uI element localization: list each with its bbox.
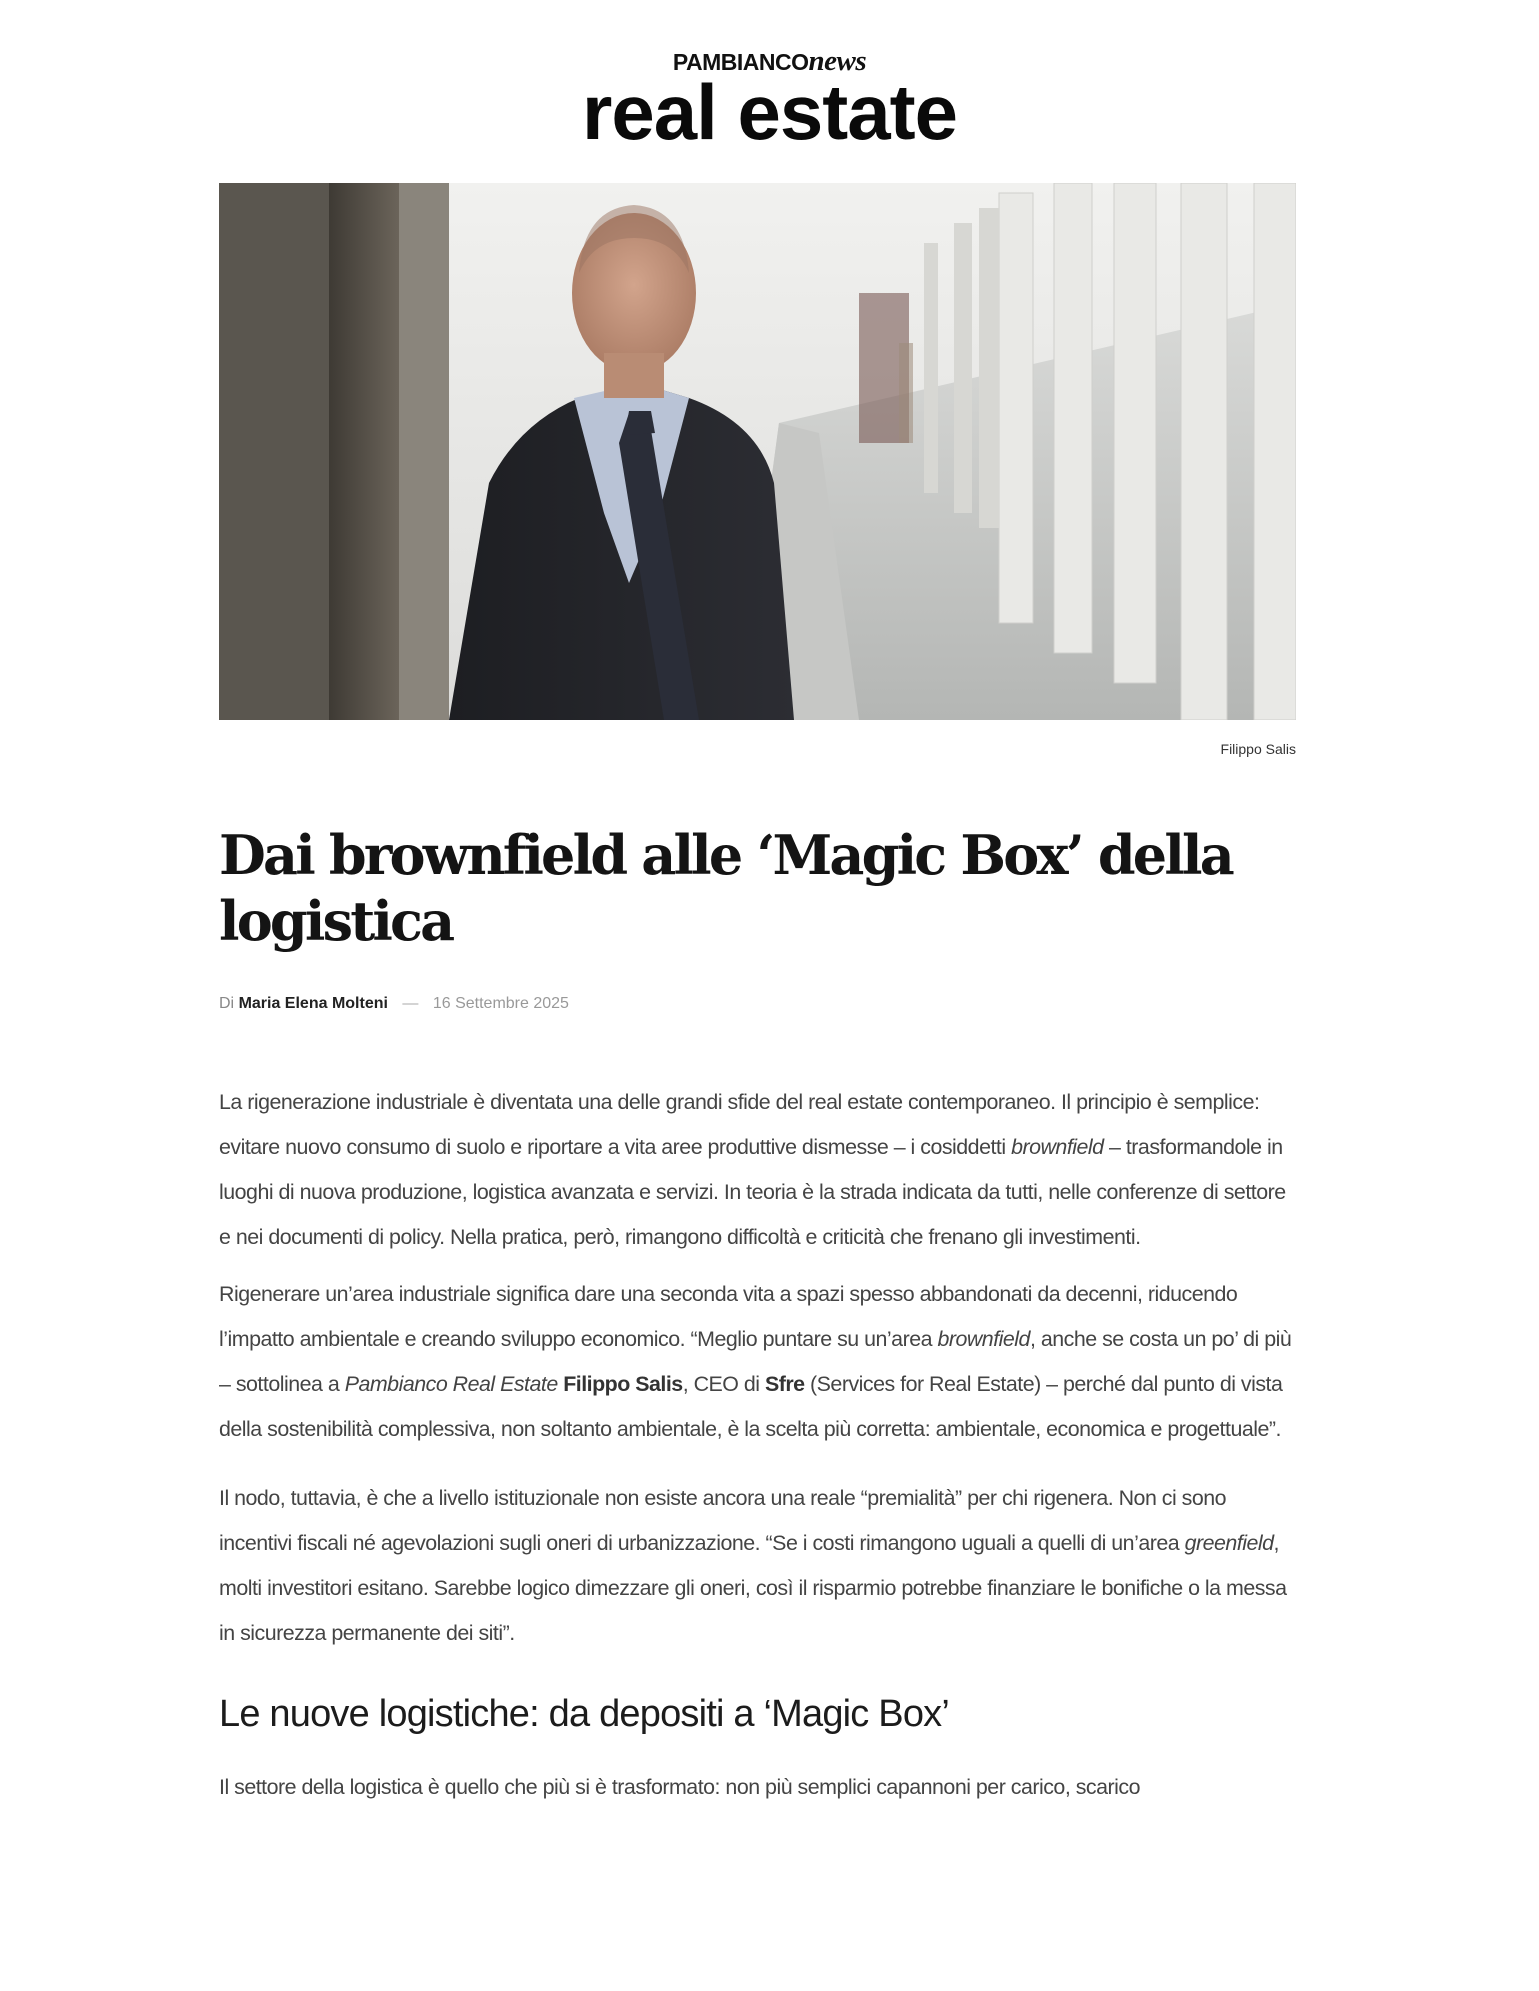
- author-link[interactable]: Maria Elena Molteni: [238, 995, 388, 1012]
- byline-separator: —: [402, 995, 419, 1012]
- paragraph-2: Rigenerare un’area industriale significa dare una seconda vita a spazi spesso abbandonati da decenni, riducendo l’impatto ambientale e creando sviluppo economico. “Meglio puntare su un’area brownfield, anche se costa un po’ di più – sottolinea a Pambianco Real Estate Filippo Salis, CEO di Sfre (Services for Real Estate) – perché dal punto di vista della sostenibilità complessiva, non soltanto ambientale, è la scelta più corretta: ambientale, economica e progettuale”.: [219, 1282, 1292, 1441]
- byline-prefix: Di: [219, 995, 235, 1012]
- paragraph-1: La rigenerazione industriale è diventata una delle grandi sfide del real estate contemporaneo. Il principio è semplice: evitare nuovo consumo di suolo e riportare a vita aree produttive dismesse – i cosiddetti brownfield – trasformandole in luoghi di nuova produzione, logistica avanzata e servizi. In teoria è la strada indicata da tutti, nelle conferenze di settore e nei documenti di policy. Nella pratica, però, rimangono difficoltà e criticità che frenano gli investimenti.: [219, 1090, 1286, 1249]
- article-subheading: Le nuove logistiche: da depositi a ‘Magic Box’: [219, 1693, 949, 1735]
- hero-photo: [219, 183, 1296, 720]
- byline: [219, 995, 569, 1013]
- article-title: Dai brownfield alle ‘Magic Box’ della logistica: [219, 823, 1232, 953]
- paragraph-4: Il settore della logistica è quello che più si è trasformato: non più semplici capannoni per carico, scarico: [219, 1775, 1140, 1799]
- section-title[interactable]: real estate: [582, 68, 957, 156]
- brand-suffix: news: [808, 45, 867, 77]
- publish-date: 16 Settembre 2025: [432, 995, 569, 1012]
- paragraph-3: Il nodo, tuttavia, è che a livello istituzionale non esiste ancora una reale “premialità” per chi rigenera. Non ci sono incentivi fiscali né agevolazioni sugli oneri di urbanizzazione. “Se i costi rimangono uguali a quelli di un’area greenfield, molti investitori esitano. Sarebbe logico dimezzare gli oneri, così il risparmio potrebbe finanziare le bonifiche o la messa in sicurezza permanente dei siti”.: [219, 1486, 1287, 1645]
- photo-caption: Filippo Salis: [1220, 741, 1296, 757]
- article-body: [219, 1080, 1299, 1810]
- brand-prefix: PAMBIANCO: [672, 49, 809, 75]
- masthead: [0, 45, 1539, 156]
- hero-photo-illustration: [219, 183, 1296, 720]
